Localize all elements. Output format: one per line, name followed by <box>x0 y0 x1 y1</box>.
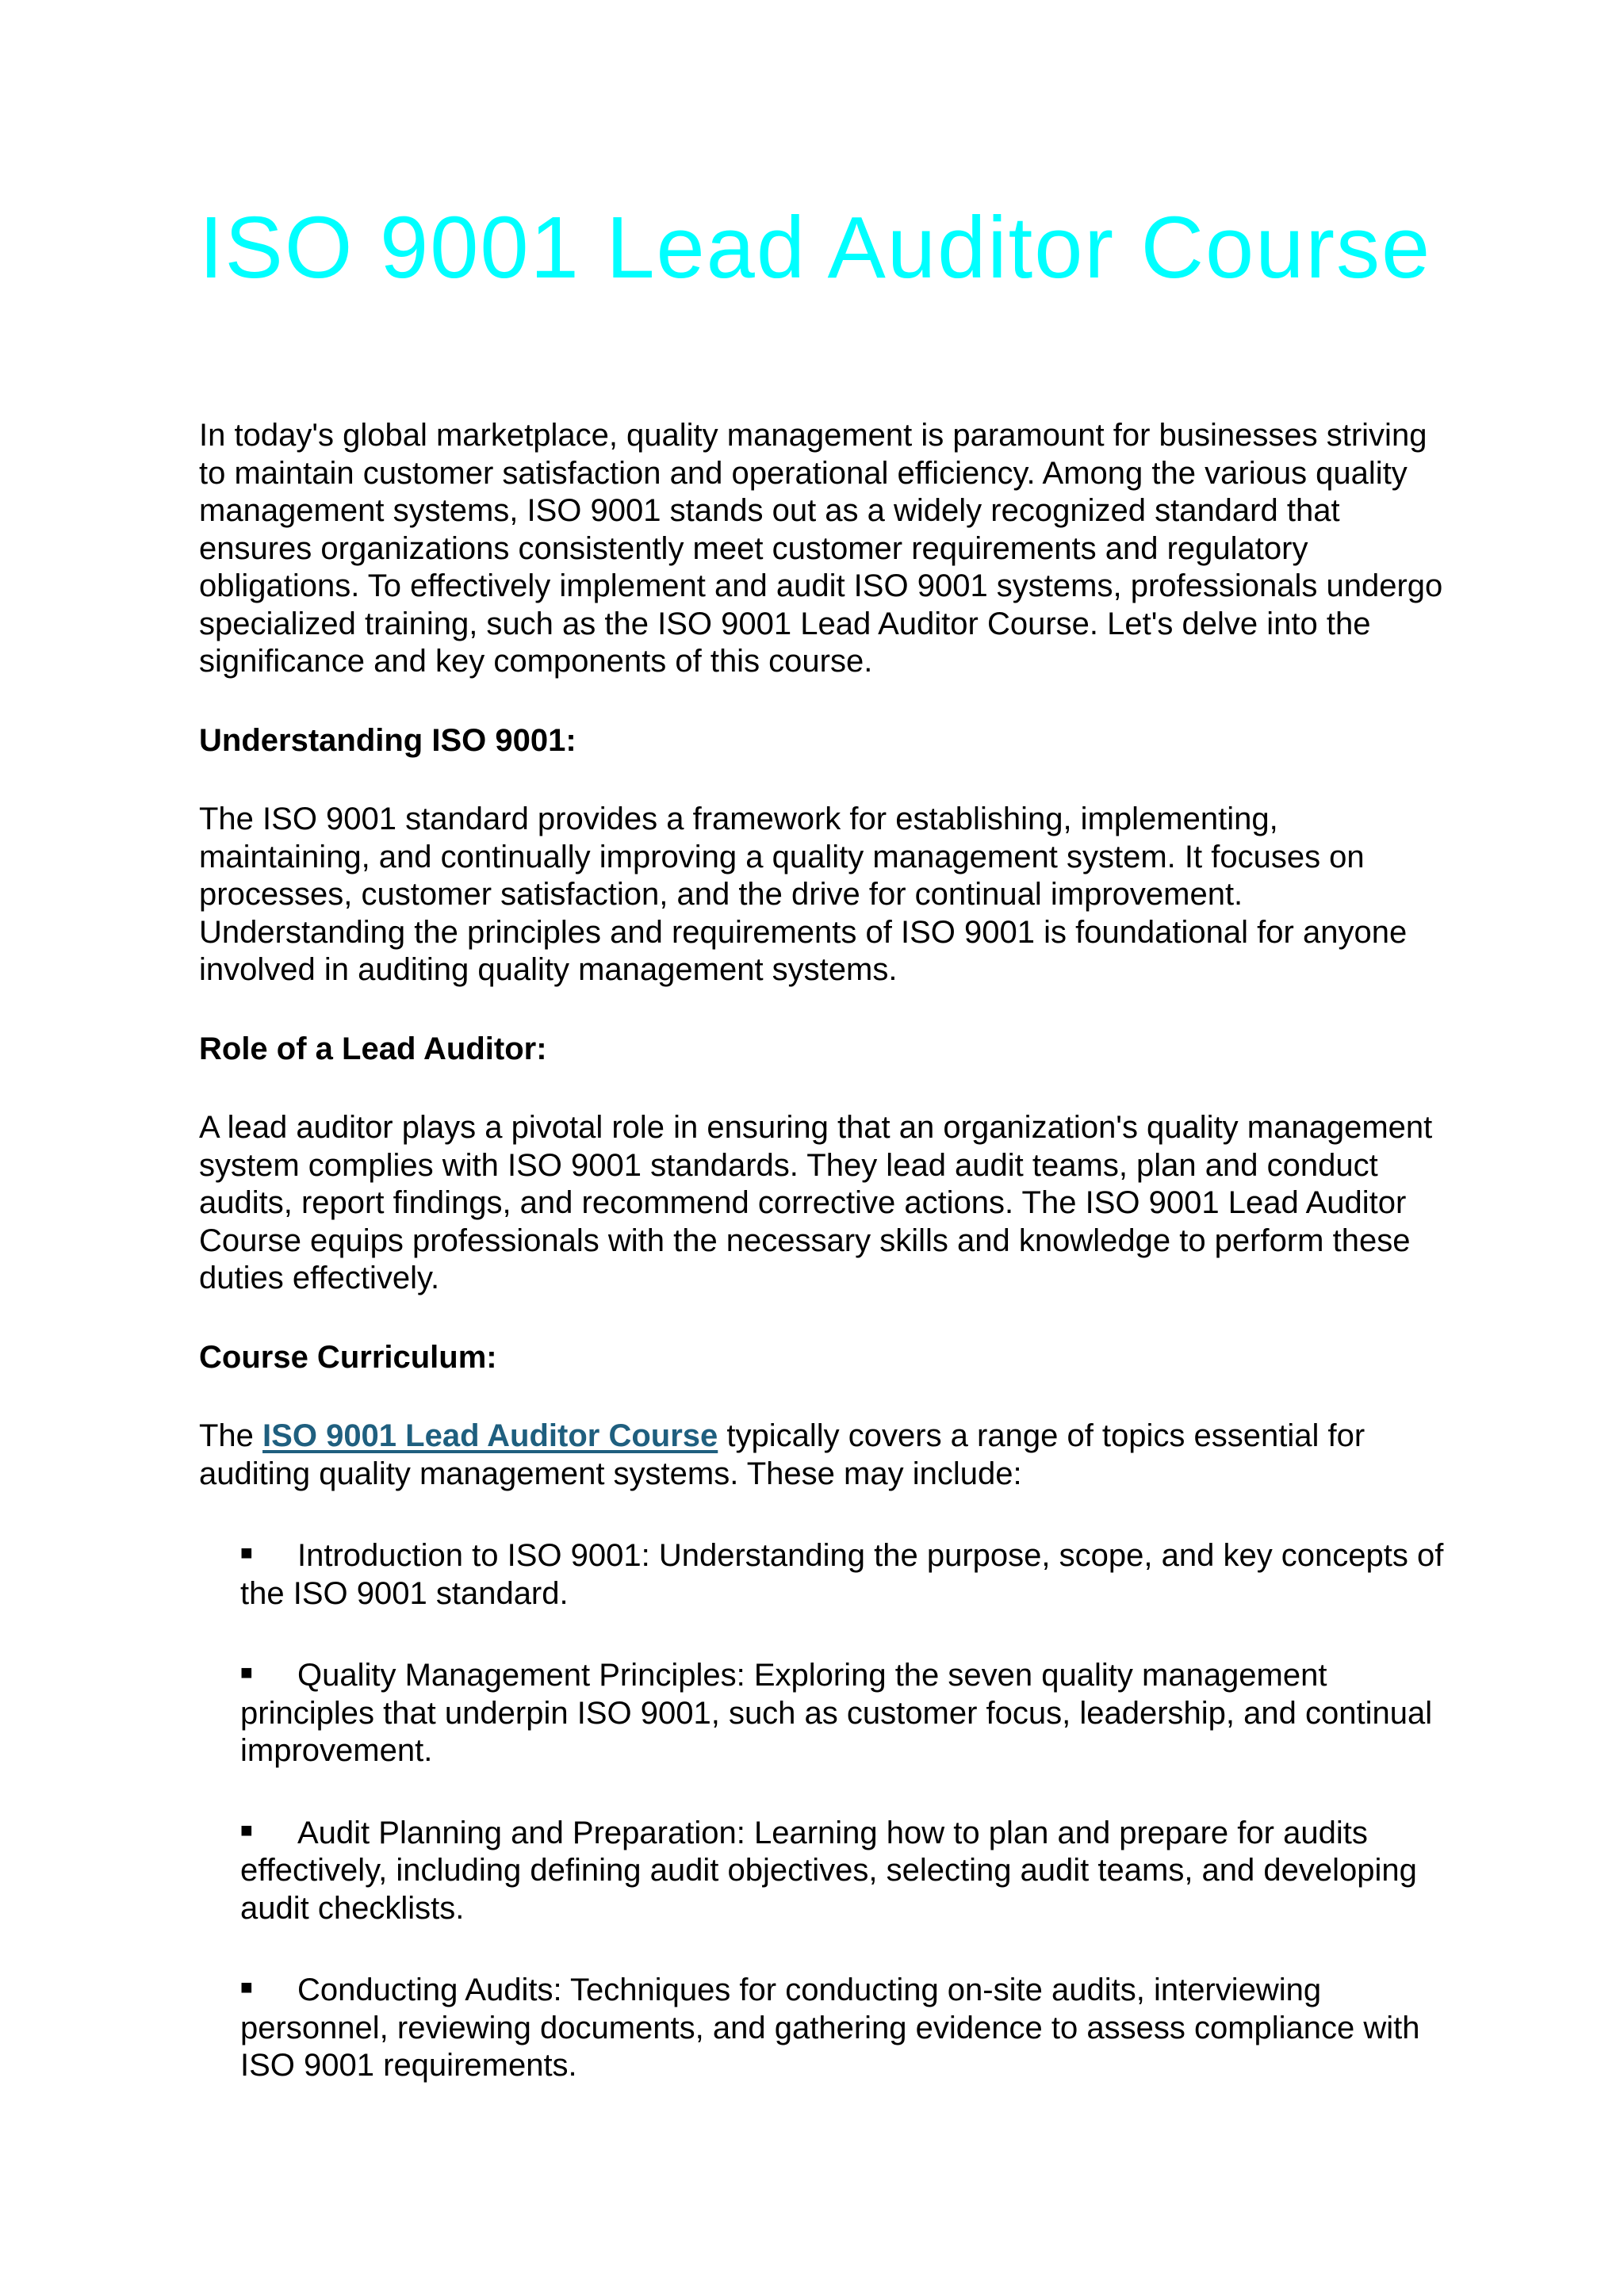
list-item <box>240 1969 1452 2085</box>
section-text-understanding: The ISO 9001 standard provides a framework for establishing, implementing, maintaining, and continually improving a quality management system. It focuses on processes, customer satisfaction, and the drive for continual improvement. Understanding the principles and requirements of ISO 9001 is foundational for anyone involved in auditing quality management systems. <box>199 802 1408 987</box>
square-bullet-icon: ■ <box>240 1975 253 1999</box>
square-bullet-icon: ■ <box>240 1660 253 1684</box>
square-bullet-icon: ■ <box>240 1540 253 1564</box>
section-heading-role: Role of a Lead Auditor: <box>199 1031 547 1066</box>
page-title: ISO 9001 Lead Auditor Course <box>199 199 1432 297</box>
intro-paragraph: In today's global marketplace, quality management is paramount for businesses striving to maintain customer satisfaction and operational efficiency. Among the various quality management systems, ISO 9001 stands out as a widely recognized standard that ensures organizations consistently meet customer requirements and regulatory obligations. To effectively implement and audit ISO 9001 systems, professionals undergo specialized training, such as the ISO 9001 Lead Auditor Course. Let's delve into the significance and key components of this course. <box>199 418 1443 679</box>
document-body <box>199 417 1452 2126</box>
section-heading-understanding: Understanding ISO 9001: <box>199 722 576 758</box>
topics-list <box>199 1534 1452 2085</box>
square-bullet-icon: ■ <box>240 1817 253 1842</box>
list-item <box>240 1812 1452 1928</box>
curriculum-text-before-link: The <box>199 1418 263 1453</box>
list-item <box>240 1654 1452 1770</box>
list-item-text: Introduction to ISO 9001: Understanding the purpose, scope, and key concepts of the ISO 9001 standard. <box>240 1538 1444 1611</box>
list-item <box>240 1534 1452 1613</box>
section-heading-curriculum: Course Curriculum: <box>199 1339 497 1375</box>
list-item-text: Quality Management Principles: Exploring the seven quality management principles that underpin ISO 9001, such as customer focus, leadership, and continual improvement. <box>240 1658 1433 1768</box>
list-item-text: Conducting Audits: Techniques for conducting on-site audits, interviewing personnel, reviewing documents, and gathering evidence to assess compliance with ISO 9001 requirements. <box>240 1973 1420 2083</box>
section-text-role: A lead auditor plays a pivotal role in ensuring that an organization's quality management system complies with ISO 9001 standards. They lead audit teams, plan and conduct audits, report findings, and recommend corrective actions. The ISO 9001 Lead Auditor Course equips professionals with the necessary skills and knowledge to perform these duties effectively. <box>199 1110 1433 1295</box>
course-link[interactable]: ISO 9001 Lead Auditor Course <box>262 1418 718 1453</box>
list-item-text: Audit Planning and Preparation: Learning how to plan and prepare for audits effectively, including defining audit objectives, selecting audit teams, and developing audit checklists. <box>240 1815 1417 1926</box>
curriculum-text-after-link: typically covers a range of topics essential for auditing quality management systems. These may include: <box>199 1418 1365 1491</box>
section-text-curriculum <box>199 1418 1452 1493</box>
